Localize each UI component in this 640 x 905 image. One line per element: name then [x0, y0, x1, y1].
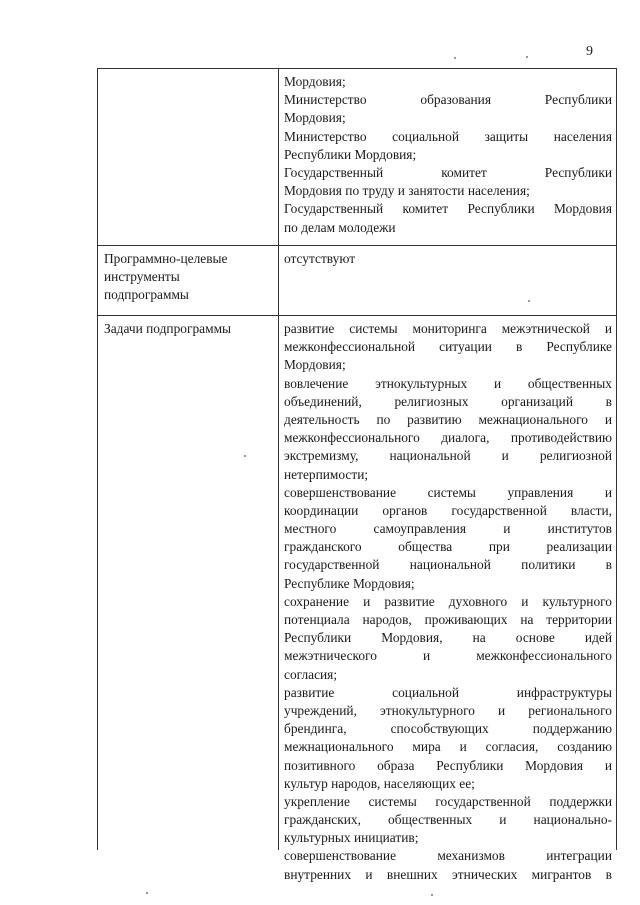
row-0-content: [284, 73, 612, 237]
content-line: учреждений, этнокультурного и регионального: [284, 702, 612, 718]
content-line: совершенствование системы управления и: [284, 484, 612, 500]
content-line: Государственный комитет Республики Мордовия: [284, 201, 612, 217]
row-2-content: [284, 320, 612, 884]
content-line: межэтнического и межконфессионального: [284, 648, 612, 664]
content-line: вовлечение этнокультурных и общественных: [284, 375, 612, 391]
content-line: потенциала народов, проживающих на территории: [284, 612, 612, 627]
row-2-label: [104, 320, 274, 338]
scan-speck: [454, 57, 456, 59]
content-line: Мордовия;: [284, 74, 346, 89]
content-line: укрепление системы государственной поддержки: [284, 793, 612, 809]
row-divider: [98, 315, 616, 316]
label-line: Программно-целевые: [104, 251, 228, 266]
content-line: межконфессиональной ситуации в Республике: [284, 339, 612, 355]
scan-speck: [146, 892, 148, 894]
content-line: сохранение и развитие духовного и культурного: [284, 593, 612, 609]
label-line: Задачи подпрограммы: [104, 321, 232, 336]
content-line: нетерпимости;: [284, 466, 369, 482]
content-line: внутренних и внешних этнических мигрантов в: [284, 866, 612, 882]
content-line: Мордовия;: [284, 110, 346, 126]
content-line: Государственный комитет Республики: [284, 164, 612, 180]
content-line: брендинга, способствующих поддержанию: [284, 721, 612, 737]
content-line: Мордовия;: [284, 357, 346, 373]
content-line: местного самоуправления и институтов: [284, 521, 612, 537]
label-line: подпрограммы: [104, 287, 189, 303]
content-line: Мордовия по труду и занятости населения;: [284, 183, 530, 199]
row-1-content: [284, 250, 612, 268]
content-line: согласия;: [284, 666, 338, 682]
column-divider: [278, 69, 279, 850]
content-line: по делам молодежи: [284, 219, 396, 235]
content-line: координации органов государственной власти,: [284, 502, 612, 518]
content-line: объединений, религиозных организаций в: [284, 393, 612, 409]
content-line: государственной национальной политики в: [284, 557, 612, 573]
content-line: развитие социальной инфраструктуры: [284, 684, 612, 700]
content-line: межнационального мира и согласия, созданию: [284, 739, 612, 755]
row-divider: [98, 245, 616, 246]
page-number: 9: [586, 44, 593, 59]
scan-speck: [526, 56, 528, 58]
content-line: Республики Мордовия, на основе идей: [284, 630, 612, 646]
scan-speck: [528, 300, 530, 302]
label-line: инструменты: [104, 269, 180, 285]
content-line: Министерство социальной защиты населения: [284, 128, 612, 144]
content-line: Республике Мордовия;: [284, 575, 415, 591]
content-line: межконфессионального диалога, противодействию: [284, 430, 612, 446]
content-line: Республики Мордовия;: [284, 146, 417, 162]
row-1-label: [104, 250, 274, 305]
content-line: позитивного образа Республики Мордовия и: [284, 757, 612, 773]
content-line: гражданских, общественных и национально-: [284, 812, 612, 828]
scan-speck: [431, 894, 433, 896]
content-line: культур народов, населяющих ее;: [284, 775, 475, 791]
content-line: развитие системы мониторинга межэтнической и: [284, 321, 612, 336]
content-line: культурных инициатив;: [284, 830, 419, 846]
content-line: Министерство образования Республики: [284, 92, 612, 108]
subprogram-passport-table: [97, 68, 617, 882]
scan-speck: [244, 455, 246, 457]
content-line: экстремизму, национальной и религиозной: [284, 448, 612, 464]
content-line: деятельность по развитию межнационального и: [284, 411, 612, 427]
content-line: гражданского общества при реализации: [284, 539, 612, 555]
content-line: отсутствуют: [284, 251, 356, 266]
content-line: совершенствование механизмов интеграции: [284, 848, 612, 864]
